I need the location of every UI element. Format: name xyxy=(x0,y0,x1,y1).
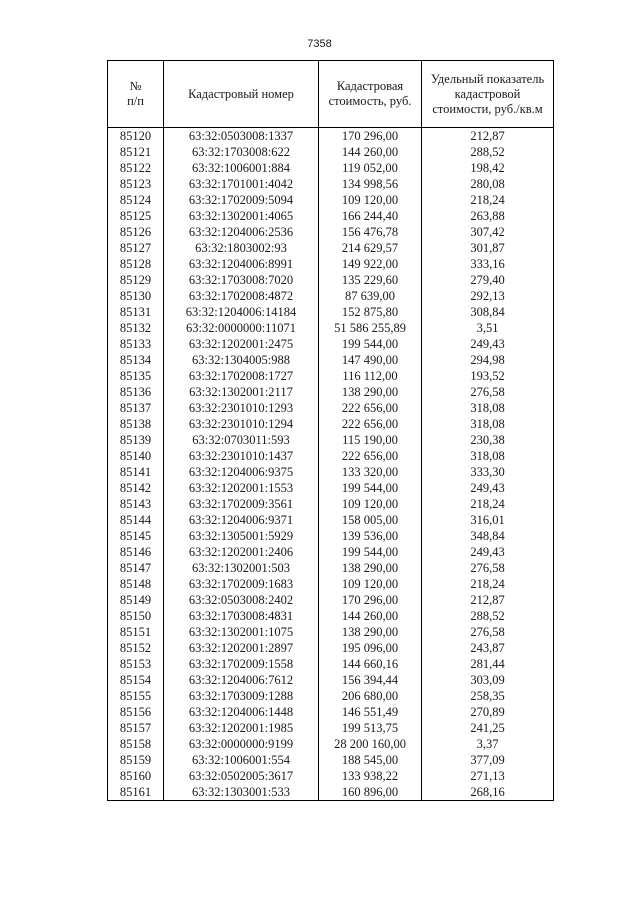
cell-num: 85144 xyxy=(108,512,164,528)
cell-cadastral-value: 87 639,00 xyxy=(319,288,422,304)
cell-specific-value: 318,08 xyxy=(422,448,554,464)
cell-num: 85152 xyxy=(108,640,164,656)
table-row xyxy=(108,448,554,464)
cell-cadastral-value: 109 120,00 xyxy=(319,192,422,208)
cell-cadastral-number: 63:32:1304005:988 xyxy=(164,352,319,368)
cell-specific-value: 271,13 xyxy=(422,768,554,784)
table-row xyxy=(108,192,554,208)
cell-cadastral-number: 63:32:2301010:1437 xyxy=(164,448,319,464)
cell-cadastral-number: 63:32:1204006:9375 xyxy=(164,464,319,480)
cell-cadastral-value: 134 998,56 xyxy=(319,176,422,192)
cell-cadastral-value: 199 544,00 xyxy=(319,336,422,352)
cell-num: 85127 xyxy=(108,240,164,256)
cell-specific-value: 279,40 xyxy=(422,272,554,288)
cell-num: 85156 xyxy=(108,704,164,720)
cell-num: 85160 xyxy=(108,768,164,784)
table-body xyxy=(108,128,554,801)
cell-cadastral-number: 63:32:1204006:9371 xyxy=(164,512,319,528)
cell-cadastral-value: 160 896,00 xyxy=(319,784,422,801)
cell-cadastral-value: 133 938,22 xyxy=(319,768,422,784)
cell-specific-value: 258,35 xyxy=(422,688,554,704)
cell-num: 85140 xyxy=(108,448,164,464)
cell-num: 85159 xyxy=(108,752,164,768)
cell-specific-value: 243,87 xyxy=(422,640,554,656)
cell-num: 85149 xyxy=(108,592,164,608)
cell-cadastral-value: 109 120,00 xyxy=(319,576,422,592)
cell-cadastral-number: 63:32:1703008:622 xyxy=(164,144,319,160)
cell-cadastral-value: 156 476,78 xyxy=(319,224,422,240)
header-specific-value: Удельный показатель кадастровой стоимости, руб./кв.м xyxy=(422,61,554,128)
cell-cadastral-value: 199 513,75 xyxy=(319,720,422,736)
table-row xyxy=(108,560,554,576)
table-header-row xyxy=(108,61,554,128)
cell-cadastral-value: 139 536,00 xyxy=(319,528,422,544)
table-row xyxy=(108,768,554,784)
page-number: 7358 xyxy=(307,38,332,50)
cell-num: 85131 xyxy=(108,304,164,320)
cell-specific-value: 377,09 xyxy=(422,752,554,768)
table-row xyxy=(108,368,554,384)
table-row xyxy=(108,656,554,672)
cell-num: 85128 xyxy=(108,256,164,272)
table-row xyxy=(108,544,554,560)
cell-specific-value: 218,24 xyxy=(422,192,554,208)
table-row xyxy=(108,624,554,640)
table-row xyxy=(108,736,554,752)
table-row xyxy=(108,688,554,704)
table-row xyxy=(108,160,554,176)
cell-cadastral-number: 63:32:1701001:4042 xyxy=(164,176,319,192)
cell-num: 85161 xyxy=(108,784,164,801)
cell-cadastral-value: 138 290,00 xyxy=(319,624,422,640)
cell-specific-value: 308,84 xyxy=(422,304,554,320)
cell-specific-value: 281,44 xyxy=(422,656,554,672)
cell-num: 85139 xyxy=(108,432,164,448)
cell-cadastral-number: 63:32:1302001:2117 xyxy=(164,384,319,400)
cell-num: 85121 xyxy=(108,144,164,160)
cell-num: 85136 xyxy=(108,384,164,400)
cell-specific-value: 276,58 xyxy=(422,624,554,640)
table-header xyxy=(108,61,554,128)
cell-cadastral-number: 63:32:1703009:1288 xyxy=(164,688,319,704)
cell-cadastral-number: 63:32:1305001:5929 xyxy=(164,528,319,544)
cell-specific-value: 193,52 xyxy=(422,368,554,384)
cell-specific-value: 249,43 xyxy=(422,480,554,496)
table-row xyxy=(108,256,554,272)
cell-cadastral-value: 146 551,49 xyxy=(319,704,422,720)
table-row xyxy=(108,640,554,656)
cell-num: 85142 xyxy=(108,480,164,496)
cell-num: 85130 xyxy=(108,288,164,304)
cell-num: 85129 xyxy=(108,272,164,288)
cell-num: 85125 xyxy=(108,208,164,224)
cell-cadastral-value: 152 875,80 xyxy=(319,304,422,320)
cell-cadastral-number: 63:32:1202001:1985 xyxy=(164,720,319,736)
cell-cadastral-value: 199 544,00 xyxy=(319,480,422,496)
cell-num: 85146 xyxy=(108,544,164,560)
cell-num: 85157 xyxy=(108,720,164,736)
cell-cadastral-number: 63:32:1702009:5094 xyxy=(164,192,319,208)
cell-num: 85155 xyxy=(108,688,164,704)
cell-specific-value: 263,88 xyxy=(422,208,554,224)
table-row xyxy=(108,320,554,336)
cell-cadastral-number: 63:32:1702008:1727 xyxy=(164,368,319,384)
cell-specific-value: 218,24 xyxy=(422,576,554,592)
table-row xyxy=(108,416,554,432)
table-row xyxy=(108,176,554,192)
table-row xyxy=(108,592,554,608)
cell-cadastral-number: 63:32:1204006:1448 xyxy=(164,704,319,720)
table-row xyxy=(108,704,554,720)
cell-num: 85148 xyxy=(108,576,164,592)
cell-cadastral-value: 138 290,00 xyxy=(319,384,422,400)
cell-specific-value: 301,87 xyxy=(422,240,554,256)
table-row xyxy=(108,144,554,160)
cell-cadastral-value: 147 490,00 xyxy=(319,352,422,368)
table-row xyxy=(108,480,554,496)
cell-cadastral-number: 63:32:2301010:1294 xyxy=(164,416,319,432)
cell-cadastral-number: 63:32:1702009:1558 xyxy=(164,656,319,672)
cell-cadastral-value: 51 586 255,89 xyxy=(319,320,422,336)
cell-cadastral-value: 195 096,00 xyxy=(319,640,422,656)
cell-num: 85158 xyxy=(108,736,164,752)
table-row xyxy=(108,752,554,768)
cell-cadastral-number: 63:32:1202001:2406 xyxy=(164,544,319,560)
cell-cadastral-value: 144 260,00 xyxy=(319,144,422,160)
cell-cadastral-value: 214 629,57 xyxy=(319,240,422,256)
table-row xyxy=(108,240,554,256)
cell-cadastral-number: 63:32:1006001:884 xyxy=(164,160,319,176)
cell-cadastral-value: 170 296,00 xyxy=(319,128,422,145)
cell-cadastral-value: 138 290,00 xyxy=(319,560,422,576)
cell-num: 85137 xyxy=(108,400,164,416)
cell-cadastral-number: 63:32:1302001:503 xyxy=(164,560,319,576)
table-row xyxy=(108,464,554,480)
table-row xyxy=(108,720,554,736)
cell-cadastral-number: 63:32:0502005:3617 xyxy=(164,768,319,784)
cell-cadastral-number: 63:32:2301010:1293 xyxy=(164,400,319,416)
cell-cadastral-value: 188 545,00 xyxy=(319,752,422,768)
cell-num: 85133 xyxy=(108,336,164,352)
cell-cadastral-number: 63:32:1006001:554 xyxy=(164,752,319,768)
cell-cadastral-value: 199 544,00 xyxy=(319,544,422,560)
cell-specific-value: 218,24 xyxy=(422,496,554,512)
cell-specific-value: 241,25 xyxy=(422,720,554,736)
cell-num: 85132 xyxy=(108,320,164,336)
cell-num: 85141 xyxy=(108,464,164,480)
cell-specific-value: 294,98 xyxy=(422,352,554,368)
cell-cadastral-value: 222 656,00 xyxy=(319,416,422,432)
cell-num: 85122 xyxy=(108,160,164,176)
table-row xyxy=(108,608,554,624)
cell-specific-value: 270,89 xyxy=(422,704,554,720)
cell-specific-value: 3,37 xyxy=(422,736,554,752)
cell-specific-value: 212,87 xyxy=(422,592,554,608)
cell-cadastral-number: 63:32:0703011:593 xyxy=(164,432,319,448)
cell-cadastral-value: 222 656,00 xyxy=(319,400,422,416)
cell-cadastral-number: 63:32:1702009:3561 xyxy=(164,496,319,512)
cell-cadastral-number: 63:32:0000000:9199 xyxy=(164,736,319,752)
header-num: № п/п xyxy=(108,61,164,128)
table-row xyxy=(108,528,554,544)
cell-cadastral-value: 149 922,00 xyxy=(319,256,422,272)
cell-specific-value: 212,87 xyxy=(422,128,554,145)
cell-specific-value: 3,51 xyxy=(422,320,554,336)
cell-num: 85143 xyxy=(108,496,164,512)
cell-cadastral-value: 206 680,00 xyxy=(319,688,422,704)
cell-cadastral-value: 116 112,00 xyxy=(319,368,422,384)
cell-cadastral-value: 119 052,00 xyxy=(319,160,422,176)
table-row xyxy=(108,432,554,448)
cell-specific-value: 198,42 xyxy=(422,160,554,176)
table-row xyxy=(108,512,554,528)
table-row xyxy=(108,352,554,368)
table-row xyxy=(108,304,554,320)
cell-cadastral-number: 63:32:1204006:8991 xyxy=(164,256,319,272)
table-row xyxy=(108,208,554,224)
cell-specific-value: 333,30 xyxy=(422,464,554,480)
cell-cadastral-number: 63:32:1202001:1553 xyxy=(164,480,319,496)
cell-specific-value: 276,58 xyxy=(422,560,554,576)
cell-specific-value: 292,13 xyxy=(422,288,554,304)
cell-cadastral-value: 158 005,00 xyxy=(319,512,422,528)
cell-cadastral-number: 63:32:0503008:1337 xyxy=(164,128,319,145)
cell-cadastral-value: 170 296,00 xyxy=(319,592,422,608)
cell-cadastral-number: 63:32:1703008:4831 xyxy=(164,608,319,624)
cell-cadastral-number: 63:32:1302001:4065 xyxy=(164,208,319,224)
cell-cadastral-value: 144 660,16 xyxy=(319,656,422,672)
cell-num: 85153 xyxy=(108,656,164,672)
cell-specific-value: 318,08 xyxy=(422,416,554,432)
cell-num: 85147 xyxy=(108,560,164,576)
cell-specific-value: 268,16 xyxy=(422,784,554,801)
cell-cadastral-number: 63:32:1702009:1683 xyxy=(164,576,319,592)
cell-num: 85120 xyxy=(108,128,164,145)
header-cadastral-number: Кадастровый номер xyxy=(164,61,319,128)
table-row xyxy=(108,496,554,512)
cell-cadastral-value: 166 244,40 xyxy=(319,208,422,224)
table-row xyxy=(108,400,554,416)
cell-cadastral-value: 144 260,00 xyxy=(319,608,422,624)
cadastral-value-table xyxy=(107,60,554,801)
cell-num: 85138 xyxy=(108,416,164,432)
cell-cadastral-number: 63:32:1204006:2536 xyxy=(164,224,319,240)
table-row xyxy=(108,224,554,240)
cell-cadastral-number: 63:32:1303001:533 xyxy=(164,784,319,801)
cell-specific-value: 249,43 xyxy=(422,544,554,560)
cell-cadastral-value: 222 656,00 xyxy=(319,448,422,464)
cell-cadastral-number: 63:32:1204006:14184 xyxy=(164,304,319,320)
cell-specific-value: 276,58 xyxy=(422,384,554,400)
cell-num: 85134 xyxy=(108,352,164,368)
cell-num: 85154 xyxy=(108,672,164,688)
cell-cadastral-number: 63:32:1204006:7612 xyxy=(164,672,319,688)
table-row xyxy=(108,672,554,688)
cell-specific-value: 280,08 xyxy=(422,176,554,192)
cell-num: 85151 xyxy=(108,624,164,640)
table-row xyxy=(108,784,554,801)
cell-cadastral-value: 115 190,00 xyxy=(319,432,422,448)
cell-cadastral-number: 63:32:1803002:93 xyxy=(164,240,319,256)
cell-cadastral-value: 135 229,60 xyxy=(319,272,422,288)
table-row xyxy=(108,576,554,592)
table-row xyxy=(108,384,554,400)
cell-specific-value: 303,09 xyxy=(422,672,554,688)
table-row xyxy=(108,272,554,288)
cell-cadastral-number: 63:32:0000000:11071 xyxy=(164,320,319,336)
cell-num: 85150 xyxy=(108,608,164,624)
cell-cadastral-number: 63:32:1202001:2475 xyxy=(164,336,319,352)
cell-specific-value: 316,01 xyxy=(422,512,554,528)
cell-num: 85123 xyxy=(108,176,164,192)
header-cadastral-value: Кадастровая стоимость, руб. xyxy=(319,61,422,128)
cell-cadastral-number: 63:32:0503008:2402 xyxy=(164,592,319,608)
cell-num: 85126 xyxy=(108,224,164,240)
cell-cadastral-value: 109 120,00 xyxy=(319,496,422,512)
cell-num: 85145 xyxy=(108,528,164,544)
cell-specific-value: 288,52 xyxy=(422,608,554,624)
cell-specific-value: 348,84 xyxy=(422,528,554,544)
cell-specific-value: 230,38 xyxy=(422,432,554,448)
cell-cadastral-number: 63:32:1702008:4872 xyxy=(164,288,319,304)
cell-num: 85124 xyxy=(108,192,164,208)
cell-cadastral-number: 63:32:1703008:7020 xyxy=(164,272,319,288)
cell-specific-value: 249,43 xyxy=(422,336,554,352)
cell-specific-value: 318,08 xyxy=(422,400,554,416)
cell-cadastral-number: 63:32:1202001:2897 xyxy=(164,640,319,656)
cell-specific-value: 307,42 xyxy=(422,224,554,240)
table-row xyxy=(108,288,554,304)
cell-num: 85135 xyxy=(108,368,164,384)
cell-cadastral-value: 156 394,44 xyxy=(319,672,422,688)
cell-specific-value: 333,16 xyxy=(422,256,554,272)
cell-cadastral-value: 28 200 160,00 xyxy=(319,736,422,752)
cell-cadastral-number: 63:32:1302001:1075 xyxy=(164,624,319,640)
table-row xyxy=(108,336,554,352)
table-row xyxy=(108,128,554,145)
cell-specific-value: 288,52 xyxy=(422,144,554,160)
cell-cadastral-value: 133 320,00 xyxy=(319,464,422,480)
